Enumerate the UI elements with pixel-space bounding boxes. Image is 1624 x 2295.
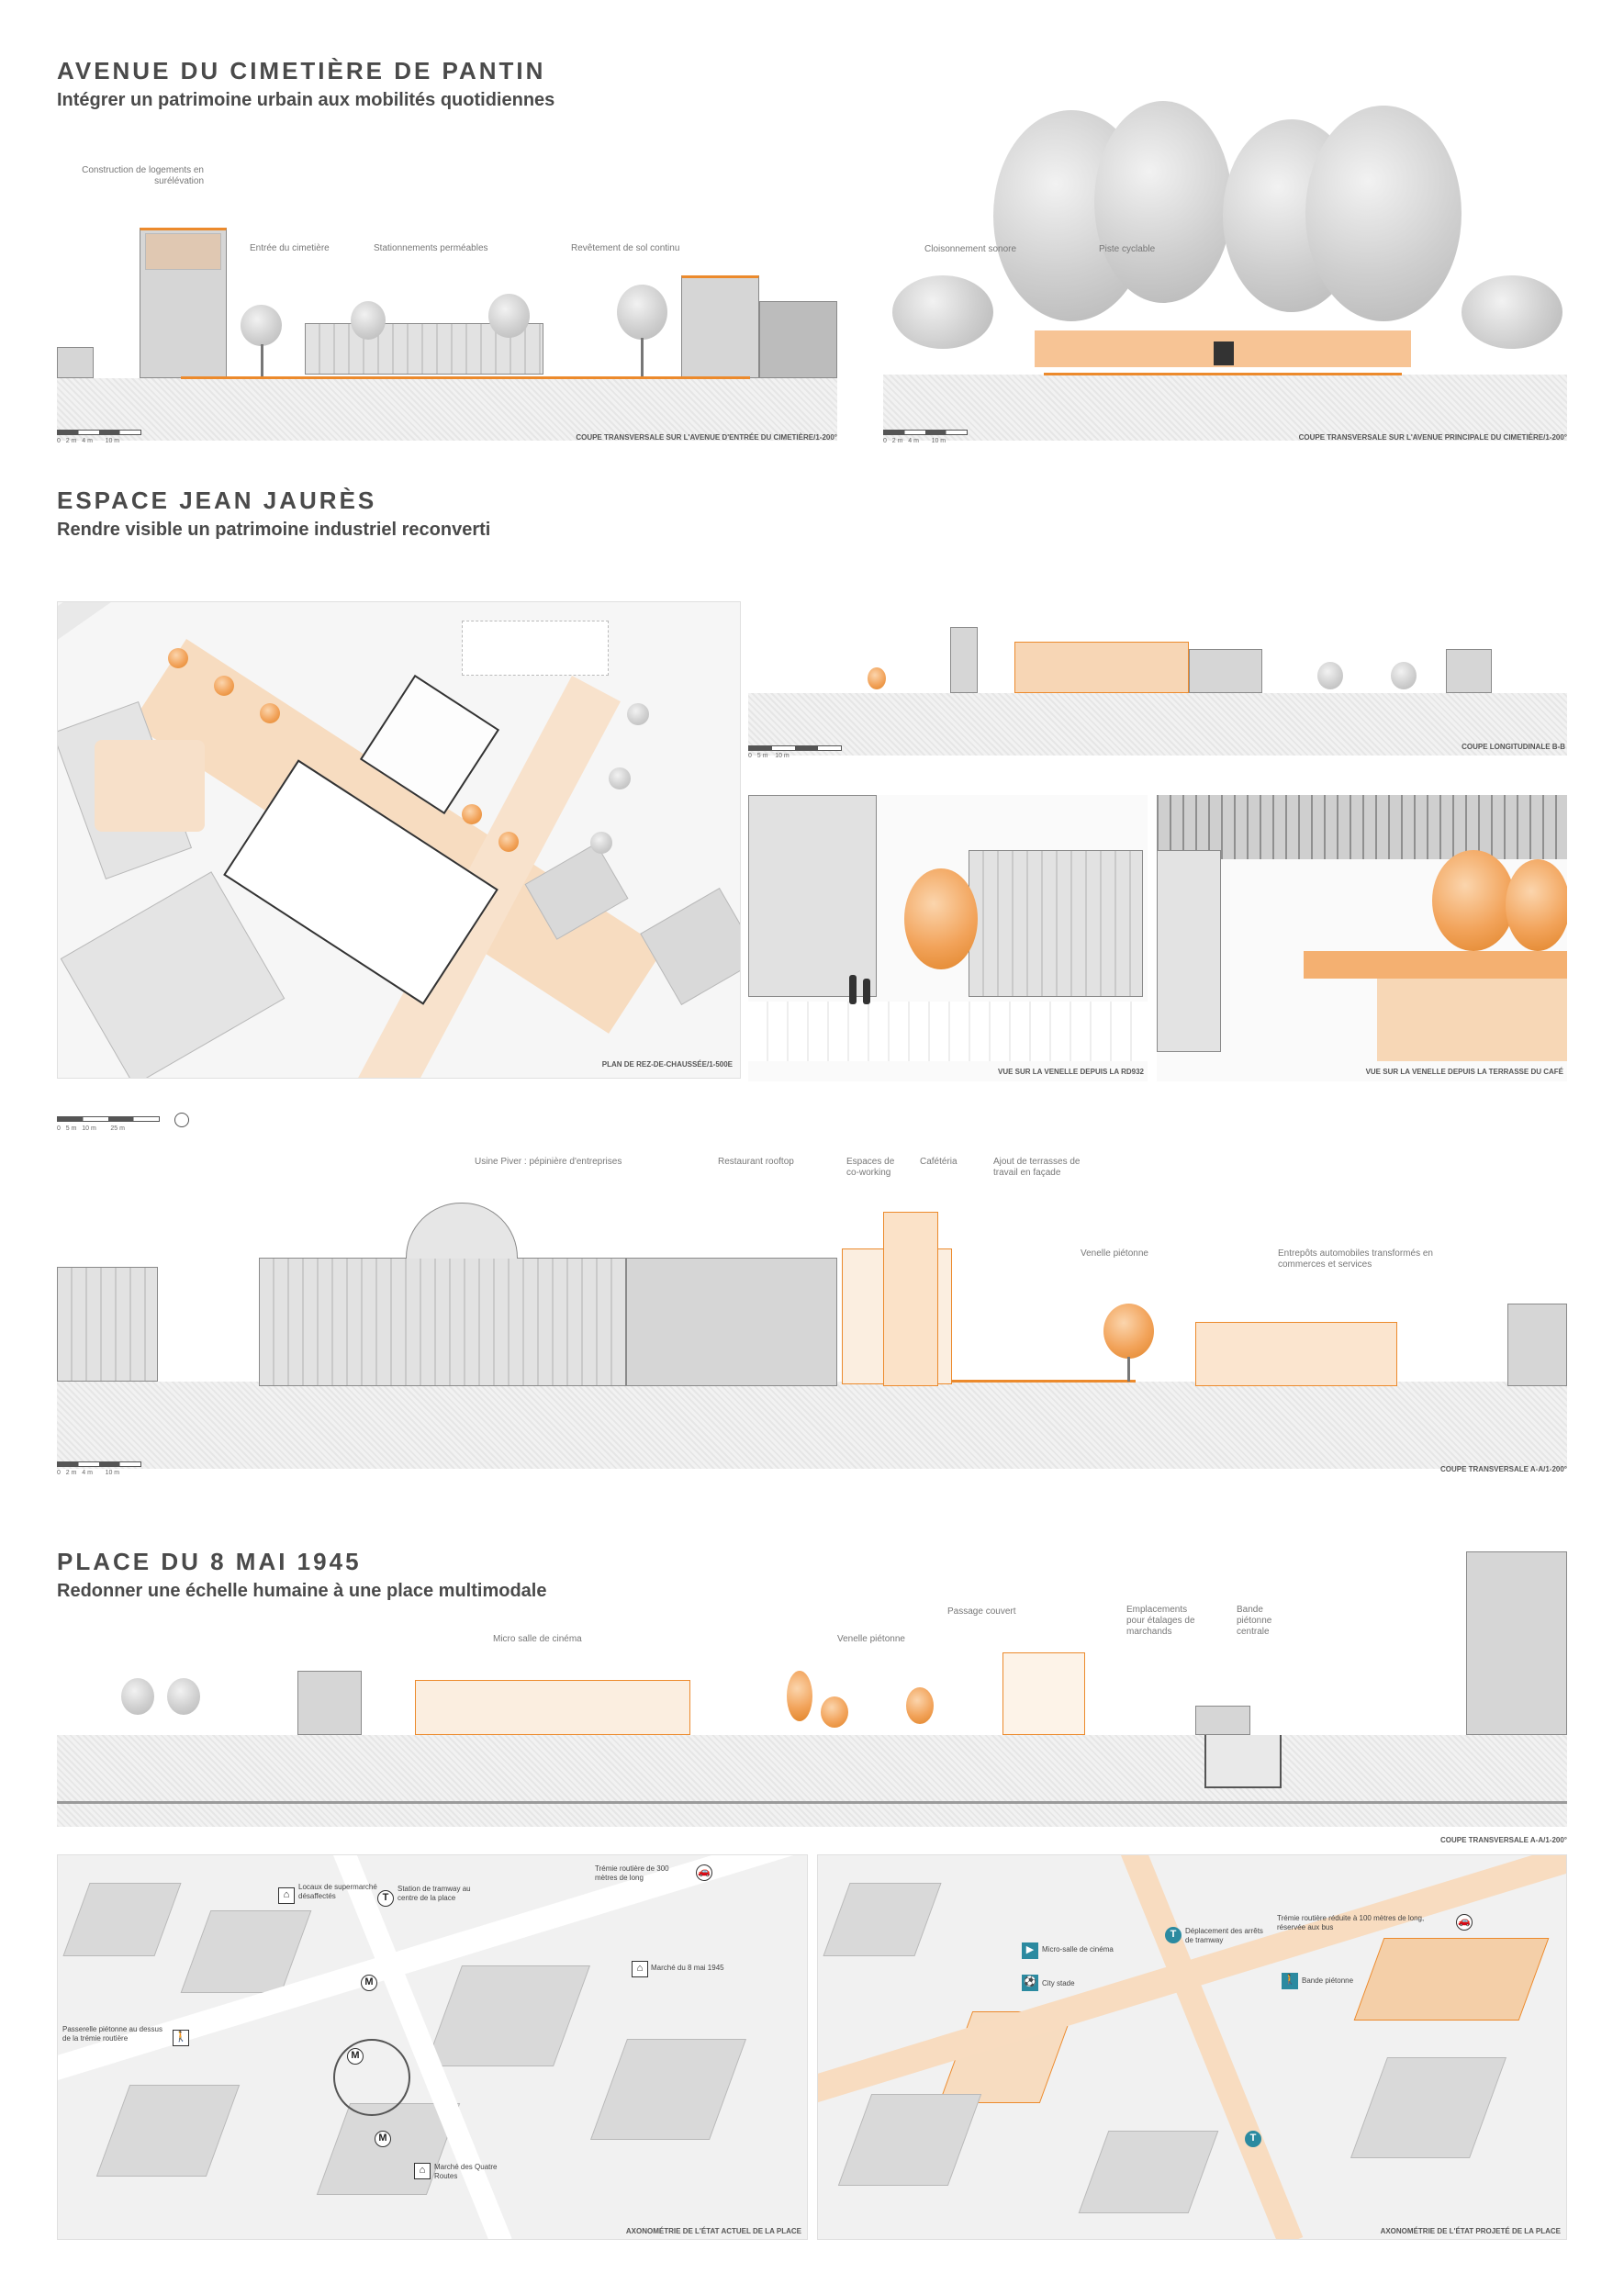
label-cloisonnement: Cloisonnement sonore xyxy=(924,244,1017,254)
covered-passage xyxy=(1002,1652,1085,1735)
pavement xyxy=(748,1002,1148,1061)
orange-tree xyxy=(1432,850,1515,951)
tree xyxy=(1317,662,1343,689)
tree xyxy=(121,1678,154,1715)
block xyxy=(181,1910,312,1993)
continuous-ground xyxy=(181,376,750,379)
venelle-ground xyxy=(952,1380,1136,1383)
label-passage: Passage couvert xyxy=(947,1606,1016,1617)
pedestrian xyxy=(849,975,857,1004)
ground xyxy=(57,1382,1567,1469)
warehouse xyxy=(759,301,837,378)
orange-tree xyxy=(821,1696,848,1728)
tree xyxy=(609,767,631,789)
long-section-drawing xyxy=(748,601,1567,756)
label-city-stade: City stade xyxy=(1042,1979,1075,1987)
caption-view1: VUE SUR LA VENELLE DEPUIS LA RD932 xyxy=(998,1068,1144,1076)
tree xyxy=(1391,662,1417,689)
scale-bar xyxy=(57,430,141,435)
ground xyxy=(748,693,1567,756)
tree xyxy=(167,1678,200,1715)
tall-building xyxy=(1466,1551,1567,1735)
tree xyxy=(168,648,188,668)
tree xyxy=(351,301,386,340)
caption-section1-right: COUPE TRANSVERSALE SUR L'AVENUE PRINCIPALE DU CIMETIÈRE/1-200° xyxy=(1298,433,1567,442)
building xyxy=(57,347,94,378)
scale-label: 0 5 m 10 m xyxy=(748,753,790,759)
tunnel-line xyxy=(57,1801,1567,1804)
label-piste: Piste cyclable xyxy=(1099,244,1156,254)
building xyxy=(1507,1304,1567,1386)
tree xyxy=(214,676,234,696)
plane-tree xyxy=(1094,101,1232,303)
building xyxy=(1189,649,1262,693)
garden-square xyxy=(95,740,205,832)
section3-subtitle: Redonner une échelle humaine à une place multimodale xyxy=(57,1581,547,1601)
cinema-hall xyxy=(415,1680,690,1735)
glazed-facade xyxy=(1157,850,1221,1052)
building-block xyxy=(61,871,286,1079)
housing-building xyxy=(681,275,759,378)
label-venelle: Venelle piétonne xyxy=(1081,1248,1148,1259)
label-tremie: Trémie routière de 300 mètres de long xyxy=(595,1864,669,1882)
block xyxy=(590,2039,746,2140)
scale-bar xyxy=(883,430,968,435)
scale-bar xyxy=(57,1116,160,1122)
cinema-icon: ▶ xyxy=(1022,1942,1038,1959)
bus xyxy=(1214,341,1234,365)
road-tunnel xyxy=(1204,1735,1282,1788)
block xyxy=(96,2085,240,2177)
tree xyxy=(260,703,280,723)
tree-trunk xyxy=(641,338,644,378)
label-bande: Bande piétonne centrale xyxy=(1237,1605,1272,1637)
pedestrian-icon: 🚶 xyxy=(1282,1973,1298,1989)
caption-section1-left: COUPE TRANSVERSALE SUR L'AVENUE D'ENTRÉE DU CIMETIÈRE/1-200° xyxy=(576,433,837,442)
tree xyxy=(462,804,482,824)
building xyxy=(748,795,877,997)
pedestrian-icon: 🚶 xyxy=(173,2030,189,2046)
label-tramway: Déplacement des arrêts de tramway xyxy=(1185,1927,1263,1944)
label-tremie: Trémie routière réduite à 100 mètres de long, réservée aux bus xyxy=(1277,1914,1425,1931)
caption-section2-transversal: COUPE TRANSVERSALE A-A/1-200° xyxy=(1439,1465,1567,1473)
orange-tree xyxy=(906,1687,934,1724)
label-venelle: Venelle piétonne xyxy=(837,1634,905,1644)
orange-tree xyxy=(1103,1304,1154,1359)
tram-icon: T xyxy=(377,1890,394,1907)
label-restaurant: Restaurant rooftop xyxy=(718,1157,794,1167)
label-tramway: Station de tramway au centre de la place xyxy=(398,1885,471,1902)
view-venelle-rd932 xyxy=(748,795,1148,1081)
label-emplacements: Emplacements pour étalages de marchands xyxy=(1126,1605,1195,1637)
scale-label: 0 2 m 4 m 10 m xyxy=(57,1470,120,1476)
road xyxy=(57,601,741,680)
tree xyxy=(241,305,282,346)
section2-subtitle: Rendre visible un patrimoine industriel reconverti xyxy=(57,520,491,540)
building xyxy=(57,1267,158,1382)
ground xyxy=(57,378,837,441)
orange-tree xyxy=(904,868,978,969)
warehouse-shops xyxy=(1195,1322,1397,1386)
label-cinema: Micro salle de cinéma xyxy=(493,1634,582,1644)
block xyxy=(1350,2057,1506,2158)
city-stade-icon: ⚽ xyxy=(1022,1975,1038,1991)
label-passerelle: Passerelle piétonne au dessus de la trémie routière xyxy=(62,2025,162,2043)
usine-facade xyxy=(969,850,1143,997)
caption-plan: PLAN DE REZ-DE-CHAUSSÉE/1-500E xyxy=(601,1060,733,1069)
usine-piver xyxy=(259,1258,626,1386)
section1-title: AVENUE DU CIMETIÈRE DE PANTIN xyxy=(57,57,546,84)
label-marche: Marché du 8 mai 1945 xyxy=(651,1964,724,1972)
car-icon: 🚗 xyxy=(1456,1914,1473,1931)
usine-dome xyxy=(406,1203,518,1259)
scale-label: 0 2 m 4 m 10 m xyxy=(883,438,946,444)
terrace-counter xyxy=(1304,951,1567,979)
ground xyxy=(57,1735,1567,1827)
elevation-extension xyxy=(145,233,221,270)
label-coworking: Espaces de co-working xyxy=(846,1157,895,1178)
caption-long-section: COUPE LONGITUDINALE B-B xyxy=(1462,743,1565,751)
market-stall xyxy=(1195,1706,1250,1735)
ground-floor-plan xyxy=(57,601,741,1079)
section1-right-drawing xyxy=(883,101,1567,441)
scale-label: 0 5 m 10 m 25 m xyxy=(57,1125,125,1132)
label-surelevation: Construction de logements en surélévation xyxy=(82,165,204,186)
section2-title: ESPACE JEAN JAURÈS xyxy=(57,487,377,514)
terrace-deck xyxy=(1377,979,1567,1061)
label-supermarche: Locaux de supermarché désaffectés xyxy=(298,1883,377,1900)
caption-view2: VUE SUR LA VENELLE DEPUIS LA TERRASSE DU CAFÉ xyxy=(1365,1068,1563,1076)
market-square xyxy=(1354,1938,1550,2021)
building-extension xyxy=(626,1258,837,1386)
section1-left-drawing xyxy=(57,147,837,441)
building-block xyxy=(640,888,741,1005)
supermarket-icon: ⌂ xyxy=(278,1887,295,1904)
building xyxy=(950,627,978,693)
block xyxy=(838,2094,981,2186)
tram-icon: T xyxy=(1245,2131,1261,2147)
section1-subtitle: Intégrer un patrimoine urbain aux mobilités quotidiennes xyxy=(57,90,555,110)
label-revetement: Revêtement de sol continu xyxy=(571,243,680,253)
caption-section3-transversal: COUPE TRANSVERSALE A-A/1-200° xyxy=(1439,1836,1567,1844)
plane-tree xyxy=(1305,106,1462,321)
section3-title: PLACE DU 8 MAI 1945 xyxy=(57,1548,362,1575)
label-bande: Bande piétonne xyxy=(1302,1976,1354,1985)
label-stationnements: Stationnements perméables xyxy=(374,243,488,253)
metro-icon: M xyxy=(347,2048,364,2065)
scale-label: 0 2 m 4 m 10 m xyxy=(57,438,120,444)
block xyxy=(823,1883,941,1956)
hedge-tree xyxy=(892,275,993,349)
tree xyxy=(617,285,667,340)
caption-axo-right: AXONOMÉTRIE DE L'ÉTAT PROJETÉ DE LA PLACE xyxy=(1380,2227,1561,2235)
hedge-tree xyxy=(1462,275,1562,349)
label-terrasses: Ajout de terrasses de travail en façade xyxy=(993,1157,1081,1178)
label-entrepots: Entrepôts automobiles transformés en commerces et services xyxy=(1278,1248,1433,1270)
metro-icon: M xyxy=(361,1975,377,1991)
block xyxy=(62,1883,181,1956)
usine-section xyxy=(1014,642,1189,693)
section2-transversal-drawing xyxy=(57,1157,1567,1469)
axo-projected-state xyxy=(817,1854,1567,2240)
tram-icon: T xyxy=(1165,1927,1182,1943)
tree-trunk xyxy=(1127,1357,1130,1382)
tree-trunk xyxy=(261,344,263,378)
metro-icon: M xyxy=(375,2131,391,2147)
grid-area xyxy=(462,621,609,676)
caption-axo-left: AXONOMÉTRIE DE L'ÉTAT ACTUEL DE LA PLACE xyxy=(625,2227,801,2235)
label-cafeteria: Cafétéria xyxy=(920,1157,958,1167)
tree xyxy=(488,294,530,338)
market-icon: ⌂ xyxy=(632,1961,648,1977)
tree xyxy=(590,832,612,854)
terrace-tower xyxy=(883,1212,938,1386)
scale-bar xyxy=(748,745,842,751)
tree xyxy=(498,832,519,852)
label-cinema: Micro-salle de cinéma xyxy=(1042,1945,1114,1954)
car-icon: 🚗 xyxy=(696,1864,712,1881)
house xyxy=(1446,649,1492,693)
section3-transversal-drawing xyxy=(57,1551,1567,1827)
north-arrow-icon xyxy=(174,1113,189,1127)
market-icon: ⌂ xyxy=(414,2163,431,2179)
label-quatre-routes: Marché des Quatre Routes xyxy=(434,2163,498,2180)
roundabout xyxy=(333,2039,410,2116)
ground-line xyxy=(1044,373,1402,375)
block xyxy=(1079,2131,1219,2213)
tree xyxy=(627,703,649,725)
axo-current-state xyxy=(57,1854,808,2240)
label-entree: Entrée du cimetière xyxy=(250,243,330,253)
tree xyxy=(868,667,886,689)
ground xyxy=(883,375,1567,441)
house xyxy=(297,1671,362,1735)
orange-tree xyxy=(1506,859,1567,951)
view-venelle-cafe xyxy=(1157,795,1567,1081)
label-usine: Usine Piver : pépinière d'entreprises xyxy=(475,1157,622,1167)
orange-tree xyxy=(787,1671,812,1721)
pedestrian xyxy=(863,979,870,1004)
marche-hall xyxy=(425,1965,590,2066)
scale-bar xyxy=(57,1461,141,1467)
